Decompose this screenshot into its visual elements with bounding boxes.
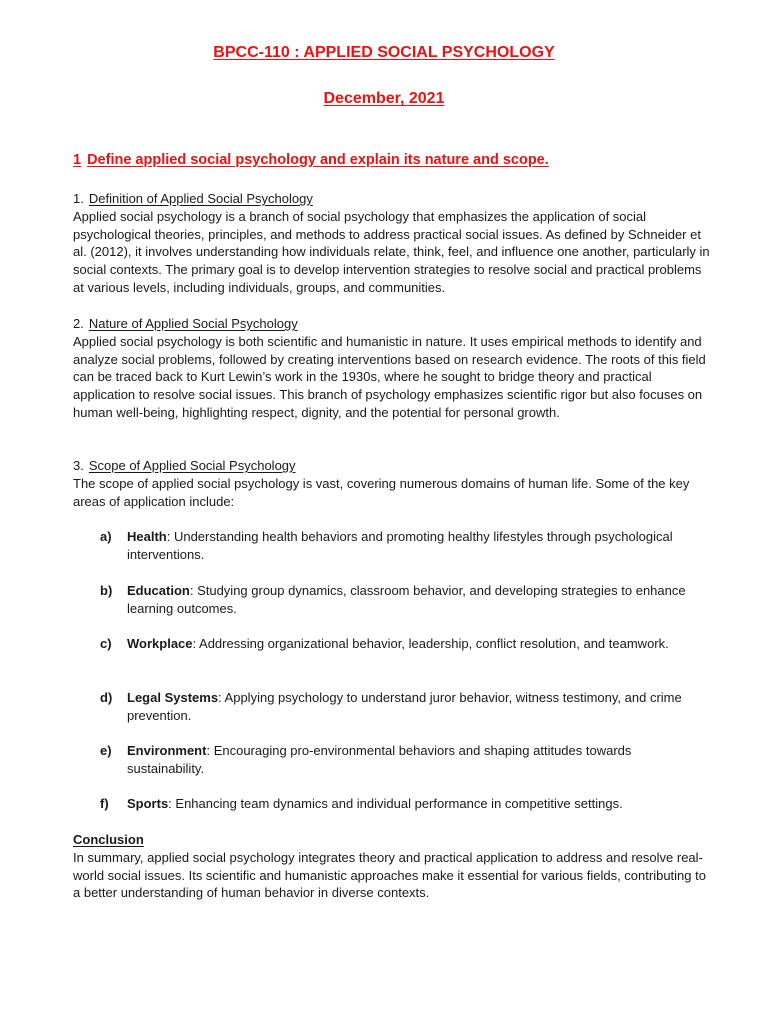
- list-text: : Encouraging pro-environmental behaviors and shaping attitudes towards sustainability.: [127, 743, 632, 776]
- list-text: : Understanding health behaviors and promoting healthy lifestyles through psychological interventions.: [127, 529, 673, 562]
- section-title: Scope of Applied Social Psychology: [88, 458, 296, 473]
- section-paragraph: The scope of applied social psychology is vast, covering numerous domains of human life. Some of the key areas of application include:: [73, 475, 690, 509]
- list-marker: b): [100, 583, 113, 598]
- section-definition: [73, 190, 713, 297]
- list-term: Legal Systems: [127, 690, 219, 705]
- document-title: BPCC-110 : APPLIED SOCIAL PSYCHOLOGY: [213, 44, 555, 61]
- list-term: Sports: [127, 796, 169, 811]
- list-marker: c): [100, 636, 112, 651]
- section-paragraph: Applied social psychology is both scientific and humanistic in nature. It uses empirical methods to identify and analyze social problems, followed by creating interventions based on research evidence. The roots of this field can be traced back to Kurt Lewin’s work in the 1930s, where he sought to bridge theory and practical application to resolve social issues. This branch of psychology emphasizes scientific rigor but also focuses on human well-being, highlighting respect, dignity, and the potential for personal growth.: [73, 333, 706, 420]
- list-text: : Studying group dynamics, classroom behavior, and developing strategies to enhance learning outcomes.: [127, 583, 686, 616]
- section-number: 1.: [73, 191, 84, 206]
- list-term: Workplace: [127, 636, 193, 651]
- section-heading: [73, 315, 713, 333]
- section-title: Nature of Applied Social Psychology: [88, 316, 298, 331]
- conclusion-section: [73, 831, 713, 902]
- section-number: 3.: [73, 458, 84, 473]
- section-scope: [73, 457, 713, 510]
- list-term: Education: [127, 583, 190, 598]
- section-title: Definition of Applied Social Psychology: [88, 191, 313, 206]
- document-date: December, 2021: [323, 90, 445, 107]
- list-marker: d): [100, 690, 113, 705]
- list-marker: f): [100, 796, 109, 811]
- list-text: : Applying psychology to understand juror behavior, witness testimony, and crime prevention.: [127, 690, 682, 723]
- question-heading: [73, 152, 549, 168]
- conclusion-title: Conclusion: [73, 832, 144, 847]
- section-heading: [73, 457, 713, 475]
- list-term: Environment: [127, 743, 207, 758]
- list-term: Health: [127, 529, 167, 544]
- section-heading: [73, 190, 713, 208]
- list-marker: a): [100, 529, 112, 544]
- section-paragraph: Applied social psychology is a branch of social psychology that emphasizes the application of social psychological theories, principles, and methods to address practical social issues. As defined by Schneider et al. (2012), it involves understanding how individuals relate, think, feel, and influence one another, particularly in social contexts. The primary goal is to develop intervention strategies to resolve social and practical problems at various levels, including individuals, groups, and communities.: [73, 208, 710, 295]
- question-text: Define applied social psychology and explain its nature and scope.: [87, 152, 549, 168]
- conclusion-heading: [73, 831, 713, 849]
- list-text: : Addressing organizational behavior, leadership, conflict resolution, and teamwork.: [192, 636, 669, 651]
- question-number: 1: [73, 152, 82, 168]
- conclusion-paragraph: In summary, applied social psychology integrates theory and practical application to address and resolve real-world social issues. Its scientific and humanistic approaches make it essential for various fields, contributing to a better understanding of human behavior in diverse contexts.: [73, 849, 706, 901]
- section-number: 2.: [73, 316, 84, 331]
- section-nature: [73, 315, 713, 422]
- list-text: : Enhancing team dynamics and individual performance in competitive settings.: [168, 796, 623, 811]
- list-marker: e): [100, 743, 112, 758]
